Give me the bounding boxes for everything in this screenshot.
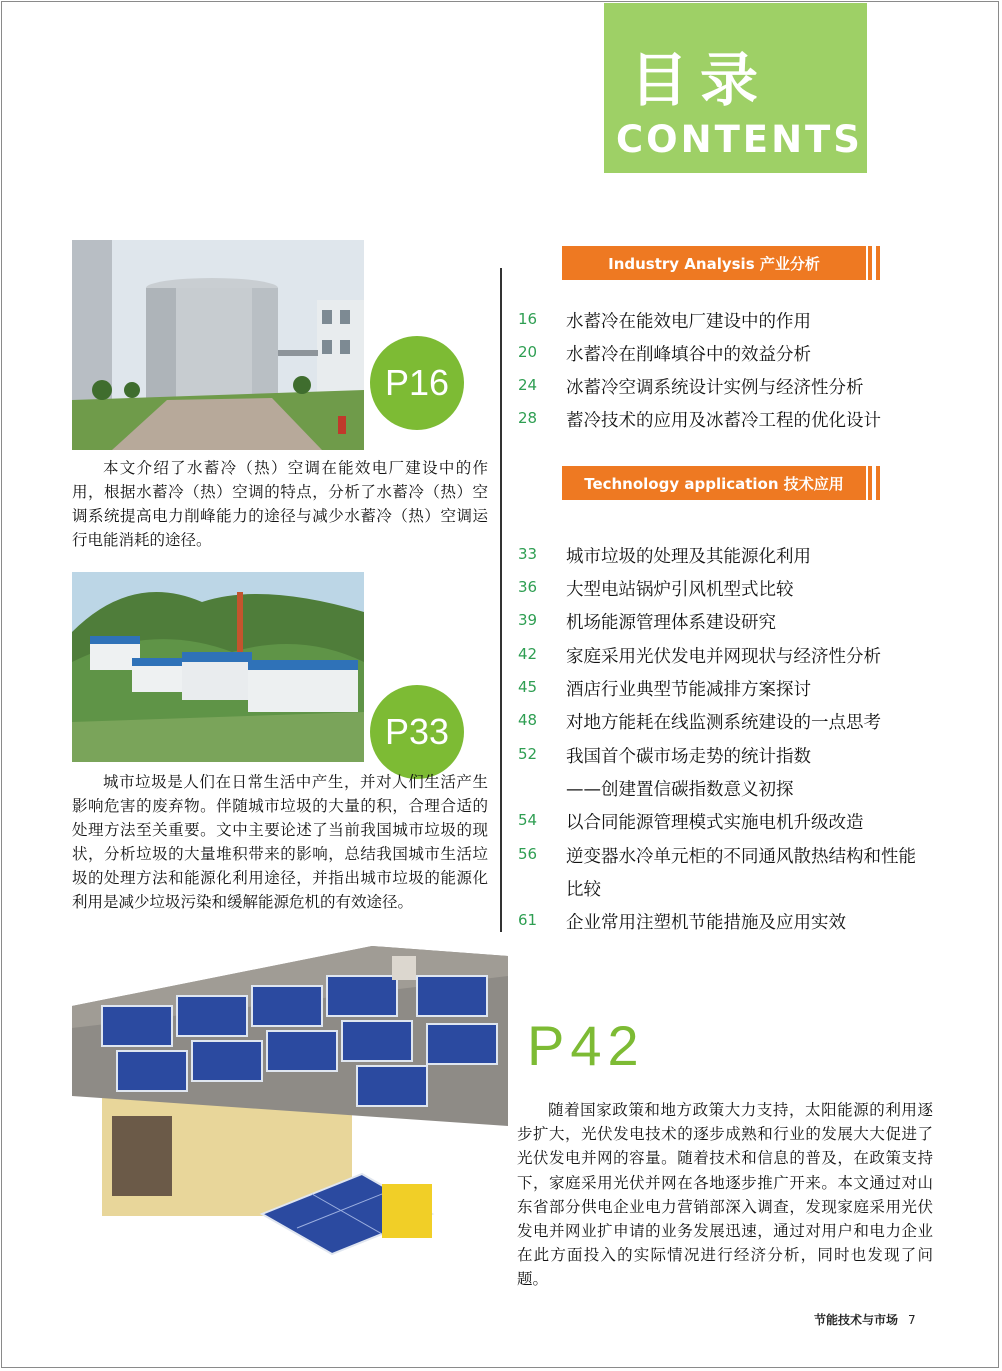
toc-divider	[500, 268, 502, 932]
toc-item[interactable]	[518, 741, 942, 774]
toc-item[interactable]	[518, 405, 942, 438]
contents-title-en: CONTENTS	[616, 118, 863, 161]
p16-summary: 本文介绍了水蓄冷（热）空调在能效电厂建设中的作用，根据水蓄冷（热）空调的特点，分析了水蓄冷（热）空调系统提高电力削峰能力的途径与减少水蓄冷（热）空调运行电能消耗的途径。	[72, 459, 488, 549]
p42-summary: 随着国家政策和地方政策大力支持，太阳能源的利用逐步扩大，光伏发电技术的逐步成熟和行业的发展大大促进了光伏发电并网的容量。随着技术和信息的普及，在政策支持下，家庭采用光伏并网在各地逐步推广开来。本文通过对山东省部分供电企业电力营销部深入调查，发现家庭采用光伏发电并网业扩申请的业务发展迅速，通过对用户和电力企业在此方面投入的实际情况进行经济分析，同时也发现了问题。	[517, 1101, 933, 1289]
toc-item[interactable]	[518, 574, 942, 607]
toc-title: 企业常用注塑机节能措施及应用实效	[566, 913, 846, 933]
toc-page-number: 48	[518, 711, 538, 729]
p33-badge[interactable]: P33	[370, 685, 464, 779]
p42-badge[interactable]: P42	[527, 1014, 645, 1077]
toc-item-continuation[interactable]	[518, 874, 942, 907]
toc-title: 冰蓄冷空调系统设计实例与经济性分析	[566, 378, 864, 398]
section-banner-technology-application: Technology application 技术应用	[562, 466, 866, 500]
toc-item[interactable]	[518, 841, 942, 874]
toc-title: ——创建置信碳指数意义初探	[566, 780, 794, 800]
toc-page-number: 61	[518, 911, 538, 929]
toc-page-number: 39	[518, 611, 538, 629]
toc-item[interactable]	[518, 707, 942, 740]
toc-page-number: 20	[518, 343, 538, 361]
toc-page-number: 28	[518, 409, 538, 427]
toc-title: 城市垃圾的处理及其能源化利用	[566, 547, 811, 567]
toc-item[interactable]	[518, 339, 942, 372]
toc-item[interactable]	[518, 907, 942, 940]
toc-item[interactable]	[518, 541, 942, 574]
p33-summary: 城市垃圾是人们在日常生活中产生，并对人们生活产生影响危害的废弃物。伴随城市垃圾的大量的积，合理合适的处理方法至关重要。文中主要论述了当前我国城市垃圾的现状，分析垃圾的大量堆积带来的影响，总结我国城市生活垃圾的处理方法和能源化利用途径，并指出城市垃圾的能源化利用是减少垃圾污染和缓解能源危机的有效途径。	[72, 773, 488, 911]
toc-title: 大型电站锅炉引风机型式比较	[566, 580, 794, 600]
contents-header	[604, 3, 867, 173]
toc-page-number: 36	[518, 578, 538, 596]
toc-title: 蓄冷技术的应用及冰蓄冷工程的优化设计	[566, 411, 881, 431]
toc-title: 水蓄冷在削峰填谷中的效益分析	[566, 345, 811, 365]
toc-page-number: 45	[518, 678, 538, 696]
toc-item-continuation[interactable]	[518, 774, 942, 807]
toc-title: 酒店行业典型节能减排方案探讨	[566, 680, 811, 700]
water-tank-photo	[72, 240, 364, 450]
toc-title: 对地方能耗在线监测系统建设的一点思考	[566, 713, 881, 733]
toc-title: 逆变器水冷单元柜的不同通风散热结构和性能	[566, 847, 916, 867]
banner-bars-icon	[862, 466, 882, 500]
toc-item[interactable]	[518, 372, 942, 405]
toc-title: 以合同能源管理模式实施电机升级改造	[566, 813, 864, 833]
toc-page-number: 42	[518, 645, 538, 663]
toc-item[interactable]	[518, 641, 942, 674]
page-footer	[814, 1311, 916, 1328]
p16-badge[interactable]: P16	[370, 336, 464, 430]
toc-title: 水蓄冷在能效电厂建设中的作用	[566, 312, 811, 332]
toc-page-number: 33	[518, 545, 538, 563]
banner-bars-icon	[862, 246, 882, 280]
toc-page-number: 52	[518, 745, 538, 763]
toc-item[interactable]	[518, 807, 942, 840]
toc-item[interactable]	[518, 674, 942, 707]
toc-page-number: 24	[518, 376, 538, 394]
toc-page-number: 54	[518, 811, 538, 829]
toc-item[interactable]	[518, 306, 942, 339]
toc-title: 比较	[566, 880, 601, 900]
toc-page-number: 56	[518, 845, 538, 863]
toc-title: 我国首个碳市场走势的统计指数	[566, 747, 811, 767]
toc-title: 家庭采用光伏发电并网现状与经济性分析	[566, 647, 881, 667]
toc-item[interactable]	[518, 607, 942, 640]
magazine-name: 节能技术与市场	[814, 1313, 899, 1327]
section-banner-industry-analysis: Industry Analysis 产业分析	[562, 246, 866, 280]
waste-plant-photo	[72, 572, 364, 762]
toc-page-number: 16	[518, 310, 538, 328]
toc-title: 机场能源管理体系建设研究	[566, 613, 776, 633]
page-number: 7	[908, 1313, 916, 1327]
solar-roof-photo	[72, 946, 508, 1270]
contents-title-zh: 目录	[630, 46, 771, 114]
